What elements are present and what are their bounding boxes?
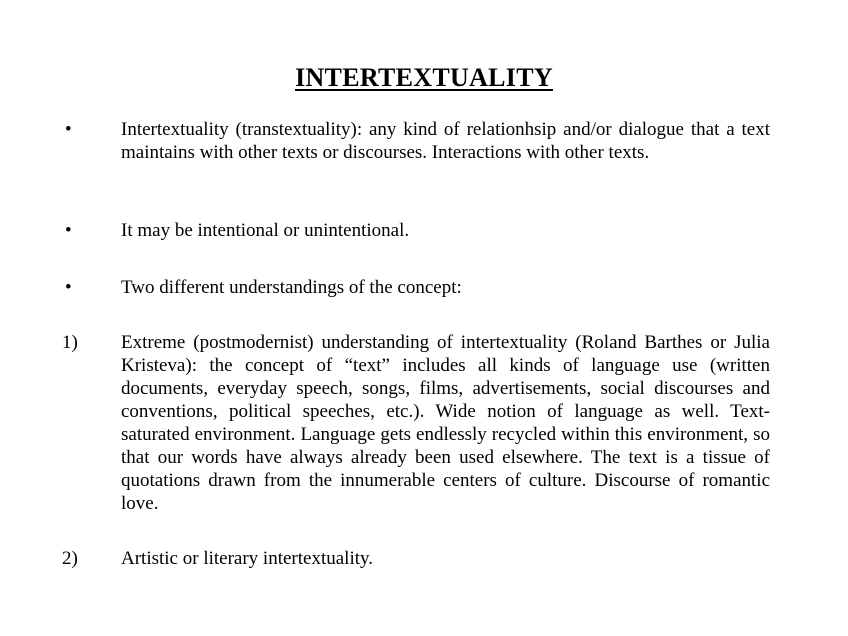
bullet-marker: • bbox=[65, 277, 72, 298]
list-item-text: Intertextuality (transtextuality): any kind of relationhsip and/or dialogue that a text maintains with other texts or discourses. Interactions with other texts. bbox=[121, 119, 770, 163]
number-marker: 1) bbox=[62, 332, 78, 353]
list-item-text: It may be intentional or unintentional. bbox=[121, 220, 410, 241]
bullet-marker: • bbox=[65, 220, 72, 241]
number-marker: 2) bbox=[62, 548, 78, 569]
list-item-text: Two different understandings of the concept: bbox=[121, 277, 462, 298]
numbered-item-text: Artistic or literary intertextuality. bbox=[121, 548, 374, 569]
slide-title: INTERTEXTUALITY bbox=[295, 63, 553, 92]
bullet-marker: • bbox=[65, 119, 72, 140]
numbered-item-text: Extreme (postmodernist) understanding of intertextuality (Roland Barthes or Julia Kristeva): the concept of “text” includes all kinds of language use (written documents, everyday speech, songs, films, advertisements, social discourses and conventions, political speeches, etc.). Wide notion of language as well. Text-saturated environment. Language gets endlessly recycled within this environment, so that our words have always already been used elsewhere. The text is a tissue of quotations drawn from the innumerable centers of culture. Discourse of romantic love. bbox=[121, 332, 770, 514]
